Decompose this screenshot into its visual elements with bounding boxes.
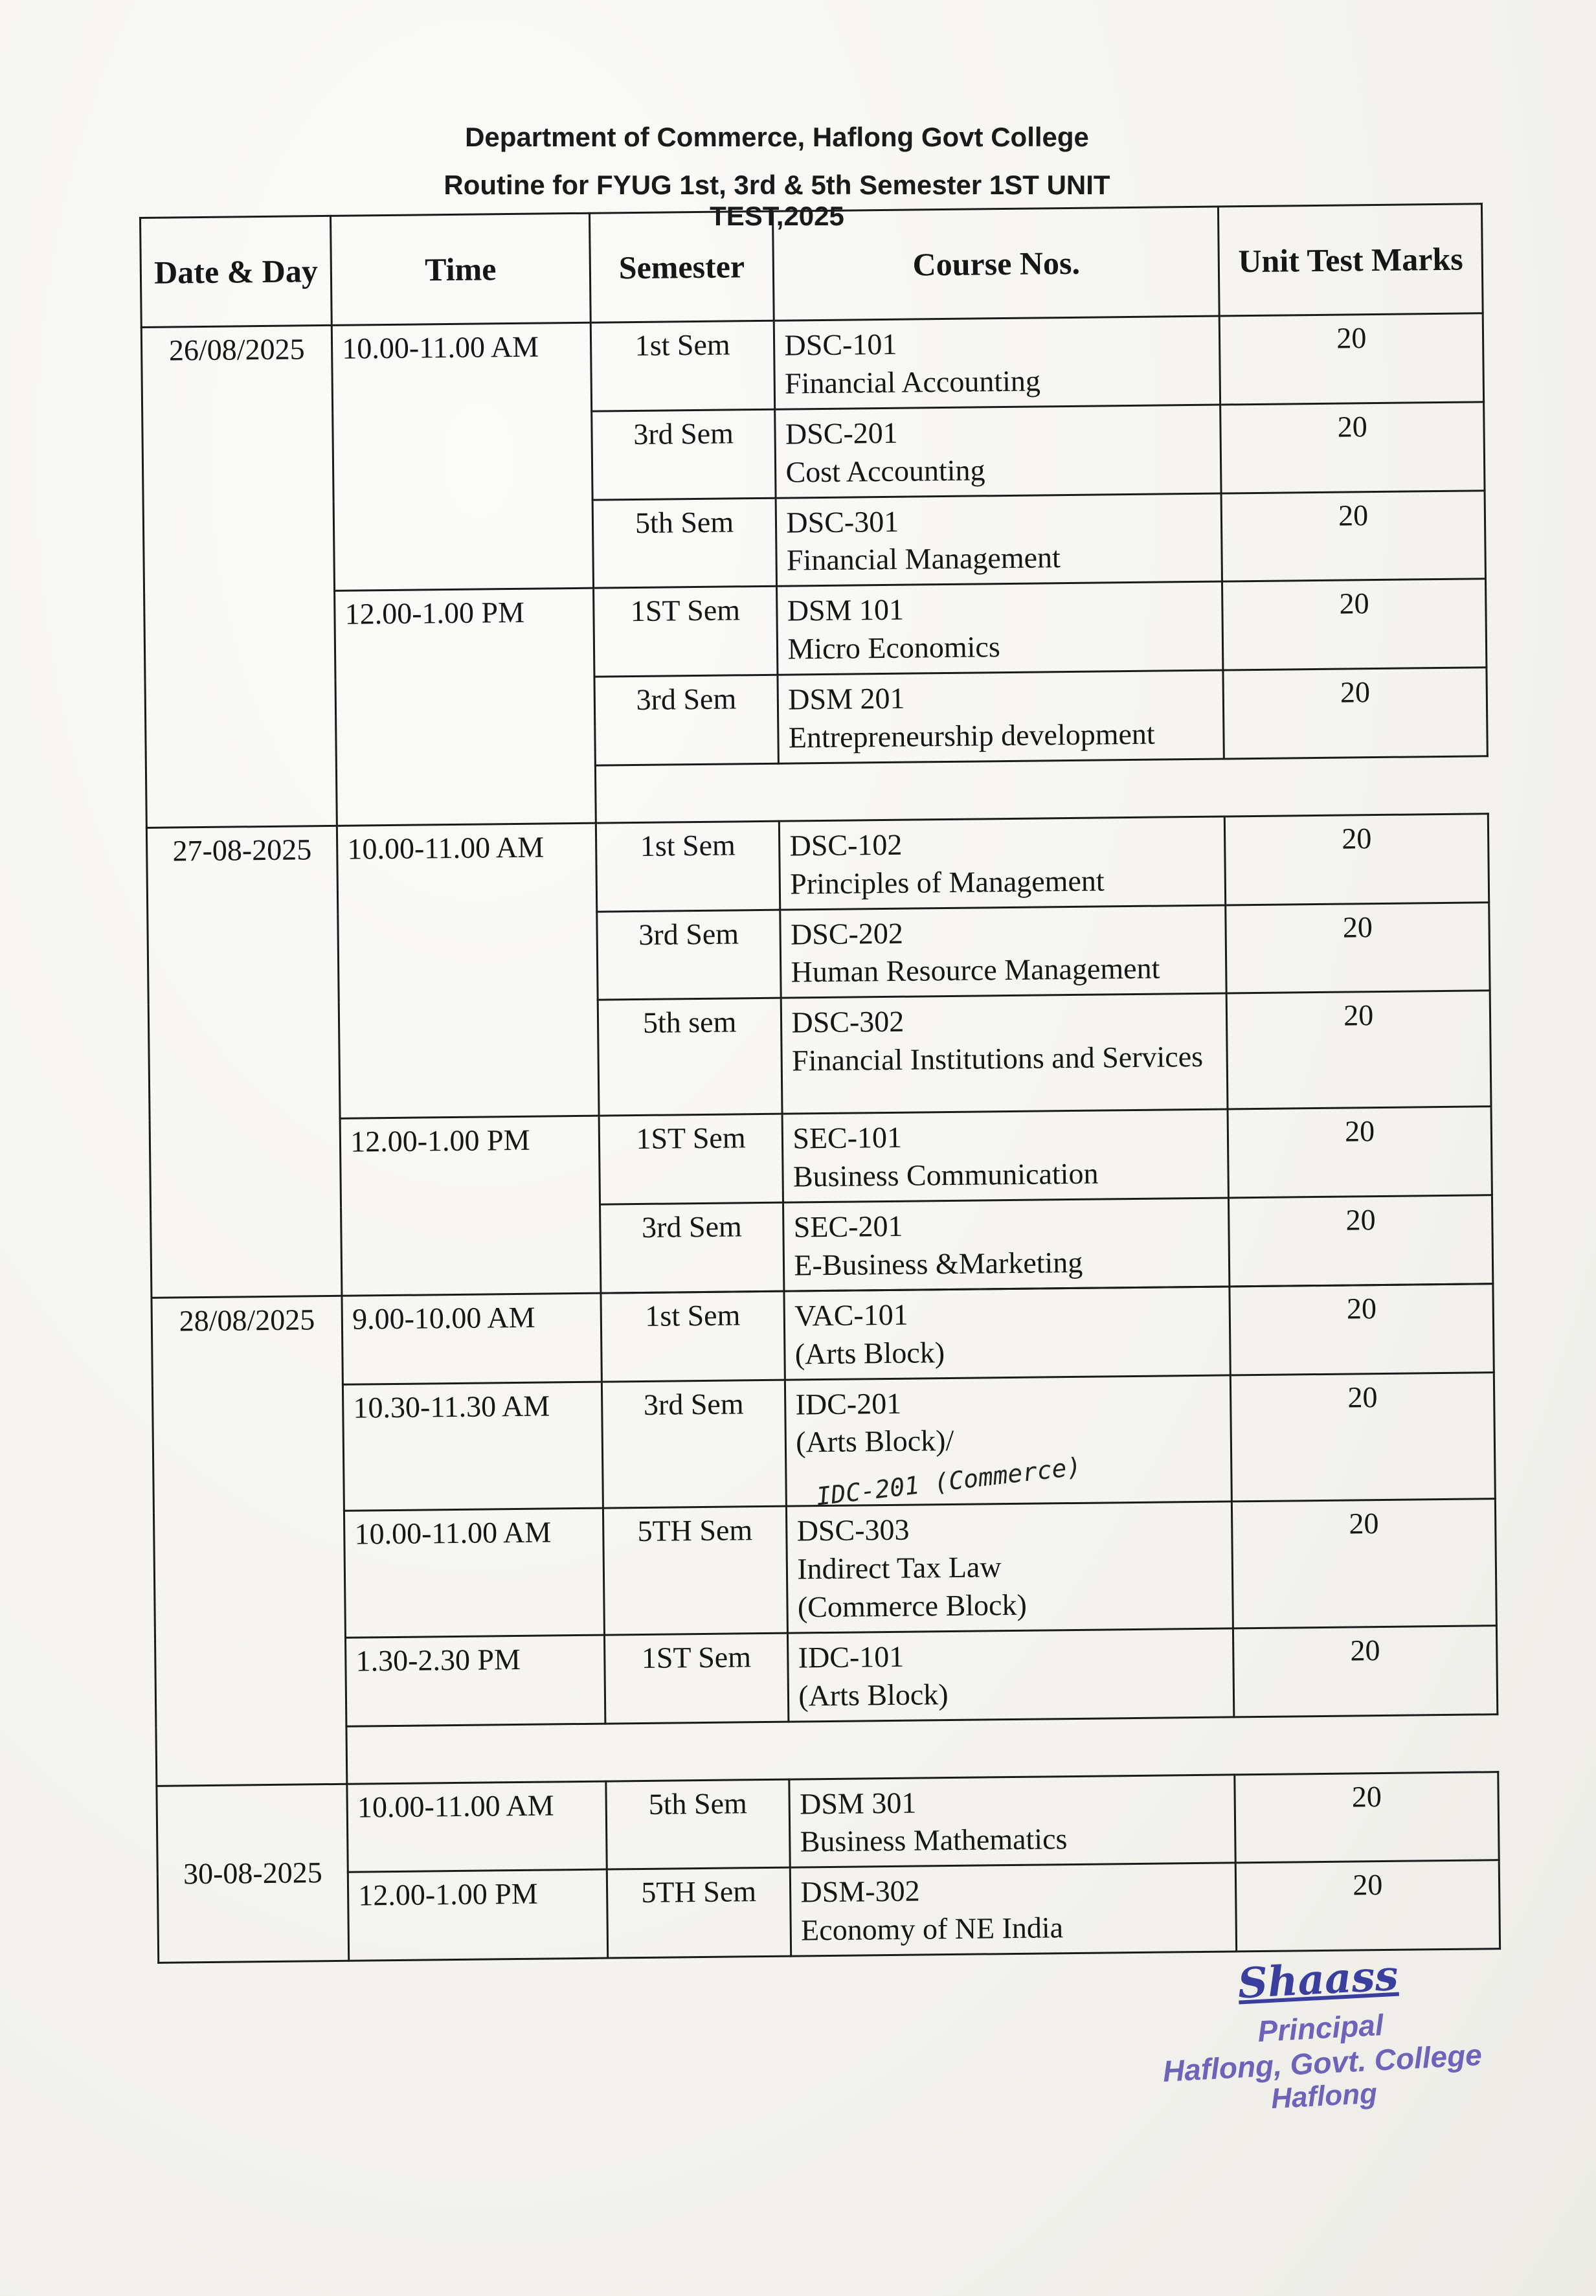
course-name: Principles of Management	[789, 864, 1105, 901]
course-code: SEC-101	[792, 1120, 903, 1155]
marks-cell: 20	[1220, 313, 1484, 405]
table-row	[155, 1625, 1498, 1728]
time-cell: 10.00-11.00 AM	[332, 322, 593, 591]
semester-cell: 1st Sem	[596, 821, 780, 912]
course-name: Entrepreneurship development	[788, 717, 1155, 754]
course-code: DSC-302	[791, 1004, 905, 1039]
exam-routine-table	[139, 203, 1501, 1964]
course-code: DSC-202	[790, 916, 904, 951]
header-time: Time	[331, 213, 590, 325]
marks-cell: 20	[1223, 668, 1487, 759]
course-cell	[787, 1502, 1233, 1633]
marks-cell: 20	[1227, 991, 1491, 1109]
stamp-place: Haflong	[1270, 2077, 1378, 2115]
semester-cell: 1ST Sem	[593, 586, 778, 677]
marks-cell: 20	[1222, 490, 1486, 581]
header-semester: Semester	[589, 211, 774, 322]
marks-cell: 20	[1232, 1499, 1497, 1628]
course-code: DSC-303	[796, 1513, 910, 1548]
table-row	[146, 813, 1489, 916]
principal-stamp	[1116, 1945, 1525, 2123]
course-name: (Arts Block)	[794, 1335, 945, 1371]
date-cell: 26/08/2025	[141, 325, 337, 827]
course-code: DSC-102	[789, 827, 903, 862]
marks-cell: 20	[1228, 1107, 1492, 1198]
marks-cell: 20	[1233, 1625, 1498, 1716]
table-row	[152, 1283, 1494, 1386]
course-name: Financial Management	[786, 541, 1061, 577]
department-heading: Department of Commerce, Haflong Govt College	[465, 122, 1089, 152]
spacer-cell	[595, 756, 1488, 822]
marks-cell: 20	[1225, 813, 1489, 905]
course-name: (Arts Block)/	[795, 1424, 954, 1459]
course-name: Business Communication	[792, 1156, 1099, 1193]
semester-cell: 1ST Sem	[599, 1114, 783, 1204]
semester-cell: 5th sem	[598, 998, 782, 1116]
table-row	[157, 1860, 1500, 1963]
marks-cell: 20	[1235, 1772, 1499, 1863]
signature: Shaass	[1236, 1951, 1400, 2009]
course-name: Business Mathematics	[800, 1822, 1068, 1858]
marks-cell: 20	[1236, 1860, 1500, 1952]
handwritten-annotation: IDC-201 (Commerce)	[815, 1452, 1083, 1511]
course-code: DSC-201	[785, 416, 899, 451]
table-row	[144, 579, 1487, 681]
course-venue: (Commerce Block)	[797, 1588, 1027, 1624]
time-cell: 10.30-11.30 AM	[343, 1382, 603, 1511]
table-header-row	[140, 204, 1483, 328]
time-cell: 10.00-11.00 AM	[347, 1781, 607, 1873]
course-cell	[785, 1375, 1232, 1511]
date-cell: 28/08/2025	[152, 1296, 347, 1786]
course-cell	[775, 405, 1221, 498]
course-cell	[781, 993, 1228, 1114]
course-name: Indirect Tax Law	[797, 1550, 1002, 1586]
semester-cell: 5TH Sem	[603, 1506, 788, 1635]
course-cell	[788, 1628, 1234, 1722]
course-cell	[791, 1863, 1237, 1956]
time-cell: 12.00-1.00 PM	[340, 1116, 600, 1296]
time-cell: 9.00-10.00 AM	[342, 1293, 601, 1384]
marks-cell: 20	[1230, 1283, 1494, 1375]
header-marks: Unit Test Marks	[1219, 204, 1483, 316]
semester-cell: 5TH Sem	[607, 1867, 791, 1958]
course-code: IDC-101	[798, 1639, 905, 1674]
marks-cell: 20	[1220, 402, 1485, 493]
course-code: DSC-101	[784, 327, 897, 362]
marks-cell: 20	[1229, 1195, 1493, 1287]
semester-cell: 1st Sem	[590, 321, 775, 411]
time-cell: 10.00-11.00 AM	[344, 1508, 605, 1638]
time-cell: 10.00-11.00 AM	[337, 823, 599, 1119]
course-cell	[777, 581, 1223, 675]
table-row	[152, 1372, 1495, 1513]
course-name: Human Resource Management	[791, 951, 1160, 989]
semester-cell: 5th Sem	[592, 498, 777, 589]
course-name: (Arts Block)	[798, 1677, 949, 1713]
course-cell	[780, 905, 1226, 998]
course-code: DSM 201	[787, 681, 905, 716]
course-code: DSM 301	[799, 1786, 917, 1820]
semester-cell: 5th Sem	[606, 1779, 791, 1870]
course-cell	[783, 1198, 1230, 1291]
course-name: Cost Accounting	[785, 453, 985, 489]
course-cell	[780, 816, 1226, 910]
course-name: E-Business &Marketing	[794, 1245, 1083, 1282]
marks-cell: 20	[1226, 902, 1490, 993]
course-name: Financial Institutions and Services	[791, 1039, 1204, 1077]
course-code: IDC-201	[795, 1386, 902, 1421]
time-cell: 12.00-1.00 PM	[335, 588, 596, 826]
course-code: SEC-201	[793, 1209, 903, 1244]
course-cell	[789, 1774, 1235, 1867]
spacer-cell	[346, 1716, 1235, 1783]
course-name: Micro Economics	[787, 630, 1000, 666]
course-cell	[784, 1287, 1230, 1380]
header-course: Course Nos.	[773, 207, 1220, 321]
marks-cell: 20	[1222, 579, 1487, 670]
header-date: Date & Day	[140, 216, 332, 327]
course-code: DSM-302	[800, 1874, 920, 1909]
date-cell: 30-08-2025	[157, 1784, 349, 1963]
course-code: DSC-301	[786, 504, 899, 539]
semester-cell: 1st Sem	[601, 1291, 785, 1382]
time-cell: 12.00-1.00 PM	[348, 1869, 608, 1961]
table-row	[157, 1772, 1499, 1874]
marks-cell: 20	[1231, 1372, 1496, 1502]
table-row	[141, 313, 1483, 416]
stamp-title: Principal	[1257, 2007, 1384, 2049]
semester-cell: 3rd Sem	[600, 1202, 784, 1293]
course-cell	[778, 670, 1224, 763]
semester-cell: 3rd Sem	[597, 910, 781, 1000]
course-cell	[774, 316, 1220, 409]
course-name-with-annotation	[795, 1419, 1222, 1511]
semester-cell: 3rd Sem	[591, 409, 776, 500]
table-row	[150, 1107, 1492, 1209]
stamp-college: Haflong, Govt. College	[1162, 2038, 1483, 2088]
course-code: VAC-101	[794, 1298, 908, 1333]
semester-cell: 3rd Sem	[601, 1380, 787, 1509]
time-cell: 1.30-2.30 PM	[346, 1635, 605, 1726]
routine-heading: Routine for FYUG 1st, 3rd & 5th Semester 1ST UNIT TEST,2025	[444, 170, 1110, 231]
course-cell	[776, 493, 1222, 587]
course-name: Economy of NE India	[800, 1911, 1064, 1947]
course-cell	[782, 1109, 1228, 1202]
semester-cell: 3rd Sem	[594, 675, 779, 765]
semester-cell: 1ST Sem	[604, 1633, 789, 1724]
course-code: DSM 101	[787, 592, 905, 627]
course-name: Financial Accounting	[784, 364, 1041, 400]
date-cell: 27-08-2025	[146, 826, 342, 1298]
table-row	[153, 1499, 1496, 1639]
